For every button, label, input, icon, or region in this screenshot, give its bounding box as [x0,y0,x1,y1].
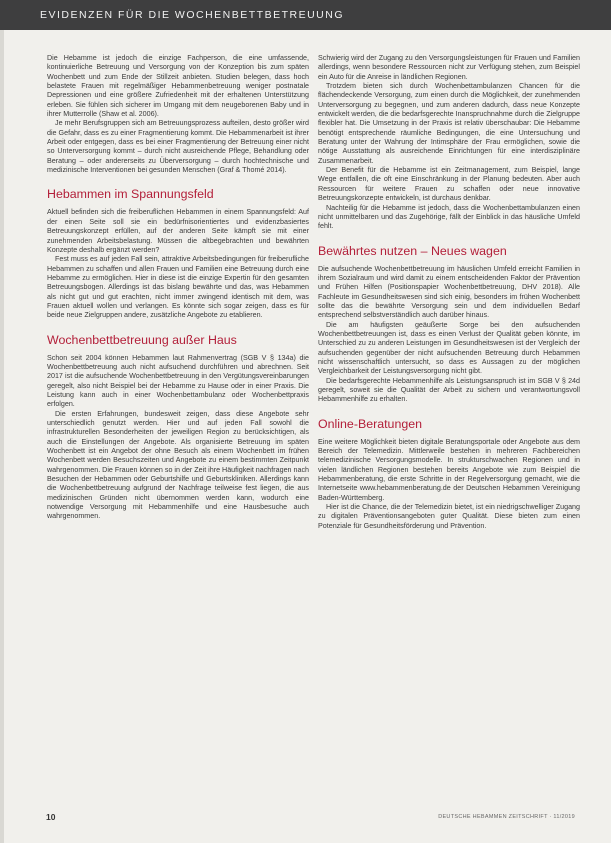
paragraph: Die Hebamme ist jedoch die einzige Fachperson, die eine umfassende, kontinuierliche Betreuung und Versorgung von der Konzeption bis zum späten Wochenbett und zum Ende der Stillzeit anbieten. Studien belegen, dass hoch belastete Frauen mit regelmäßiger Hebammenbetreuung weniger postnatale Depressionen und eine größere Zufriedenheit mit der erhaltenen Unterstützung erleben. Sie fühlen sich sicherer im Umgang mit dem neugeborenen Baby und in ihrer Mutterrolle (Shaw et al. 2006). [47,54,309,119]
left-column [47,54,309,522]
heading-bewaehrtes: Bewährtes nutzen – Neues wagen [318,243,507,258]
paragraph: Die ersten Erfahrungen, bundesweit zeigen, dass diese Angebote sehr unterschiedlich genutzt werden. Hier und auf jeden Fall sowohl die infrastrukturellen Besonderheiten der jeweiligen Region zu berücksichtigen, als auch die Einstellungen der Angebote. Als organisierte Betreuung im späten Wochenbett ist ein Angebot der ohne Besuch als einem Wochenbett im frühen Wochenbett werden Besuchszeiten und Angebote zu einem bestimmten Zeitpunkt wahrgenommen. Die Frauen können so in der Zeit ihre Häufigkeit nachfragen nach Besuchen der Hebammen oder Geburtshilfe und Geburtskliniken. Allerdings kann die Wochenbettbetreuung aufgrund der Nachfrage teilweise fest liegen, die aus medizinischen Gründen nicht übernommen werden kann, wodurch eine notwendige Versorgung mit Hebammenhilfe und eine Hausbesuche auch wahrgenommen. [47,409,309,521]
page-footer [40,812,575,826]
heading-online-beratungen: Online-Beratungen [318,416,423,431]
header-bar [0,0,611,30]
paragraph: Die am häufigsten geäußerte Sorge bei den aufsuchenden Wochenbettbetreuungen ist, dass es einen Verlust der Qualität geben könnte, im Unterschied zu zu anderen Leistungen im Gesundheitswesen ist der Vergleich der aufsuchenden gegenüber der nicht aufsuchenden Betreuung durch Hebammen nicht wissenschaftlich untersucht, so dass es Aussagen zu der möglichen Vergleichbarkeit der Leistungsversorgung nicht gibt. [318,320,580,376]
paragraph: Die aufsuchende Wochenbettbetreuung im häuslichen Umfeld erreicht Familien in ihrem Sozialraum und wird damit zu einem entscheidenden Faktor der Prävention und Frühen Hilfen (Positionspapier Wochenbettbetreuung, DHV 2018). Alle Fachleute im Gesundheitswesen sind sich einig, besonders im frühen Wochenbett sollte das die bewährte Versorgung sein und dem individuellen Bedarf entsprechend selbstverständlich auch darüber hinaus. [318,264,580,320]
heading-wochenbettbetreuung: Wochenbettbetreuung außer Haus [47,332,237,347]
paragraph: Schon seit 2004 können Hebammen laut Rahmenvertrag (SGB V § 134a) die Wochenbettbetreuung auch nicht aufsuchend durchführen und abrechnen. Seit 2017 ist die aufsuchende Wochenbettbetreuung in den Vergütungsvereinbarungen geregelt, also nicht Beispiel bei der Hebamme zu Hause oder in einer Praxis. Die Leistung kann auch in einer Wochenbettambulanz oder Wochenbettpraxis erfolgen. [47,353,309,409]
page-gutter [0,30,4,843]
paragraph: Der Benefit für die Hebamme ist ein Zeitmanagement, zum Beispiel, lange Wege entfallen, die oft eine Einschränkung in der Planung bedeuten. Aber auch Ressourcen für weitere Frauen zu schaffen oder neue innovative Betreuungskonzepte entwickeln, ist durchaus denkbar. [318,166,580,203]
paragraph: Trotzdem bieten sich durch Wochenbettambulanzen Chancen für die flächendeckende Versorgung, zum einen durch die Möglichkeit, der zunehmenden Unterversorgung zu begegnen, und zum anderen dadurch, dass neue Konzepte entwickelt werden, die die bedarfsgerechte Inanspruchnahme durch die Zielgruppe flexibler hat. Die Umsetzung in der Praxis ist relativ überschaubar: Die Hebamme benötigt entsprechende räumliche Bedingungen, die eine Untersuchung und Beratung unter der Wahrung der Intimsphäre der Frau ermöglichen, sowie die nötige Ausstattung als ausreichende Einrichtungen für eine interdisziplinäre Zusammenarbeit. [318,82,580,165]
page-number: 10 [46,812,56,822]
paragraph: Fest muss es auf jeden Fall sein, attraktive Arbeitsbedingungen für freiberufliche Hebammen zu schaffen und allen Frauen und Familien eine Betreuung durch eine Hebamme zu ermöglichen. Hier in diese ist die einzige Expertin für den gesamten Betreuungsbogen. Allerdings ist das bislang bewährte und das, was Hebammen als nicht gut und gut erachten, nicht immer zwingend identisch mit dem, was Frauen aktuell wollen und verlangen. Es könnte sich sogar zeigen, dass es für beide neue Zielgruppen andere, zusätzliche Angebote zu etablieren. [47,255,309,320]
paragraph: Schwierig wird der Zugang zu den Versorgungsleistungen für Frauen und Familien allerdings, wenn besondere Ressourcen nicht zur Verfügung stehen, zum Beispiel ein Auto für die Anreise in ländlichen Regionen. [318,54,580,81]
section-title: EVIDENZEN FÜR DIE WOCHENBETTBETREUUNG [40,9,345,21]
paragraph: Hier ist die Chance, die der Telemedizin bietet, ist ein niedrigschwelliger Zugang zu digitalen Präventionsangeboten guter Qualität. Diese bieten zum einen Potenziale für Gesundheitsförderung und Prävention. [318,503,580,530]
paragraph: Nachteilig für die Hebamme ist jedoch, dass die Wochenbettambulanzen einen nicht unmittelbaren und das Zugehörige, fällt der Einblick in das häusliche Umfeld fehlt. [318,203,580,231]
heading-spannungsfeld: Hebammen im Spannungsfeld [47,187,214,202]
footer-publication: DEUTSCHE HEBAMMEN ZEITSCHRIFT · 11/2019 [438,814,575,820]
right-column [318,54,580,531]
paragraph: Eine weitere Möglichkeit bieten digitale Beratungsportale oder Angebote aus dem Bereich der Telemedizin. Mittlerweile bestehen in mehreren Fachbereichen telemedizinische Versorgungsmodelle. In strukturschwachen Regionen und in vielen ländlichen Regionen bestehen bereits Angebote wie zum Beispiel die Hebammenberatung, die erste Schritte in der Regelversorgung gemacht, wie die Internetseite www.hebammenberatung.de der Deutschen Hebammen Vereinigung Baden-Württemberg. [318,437,580,502]
paragraph: Aktuell befinden sich die freiberuflichen Hebammen in einem Spannungsfeld: Auf der einen Seite soll sie ein bedürfnisorientiertes und evidenzbasiertes Betreuungskonzept erfüllen, auf der anderen Seite kämpft sie mit einer zunehmenden Arbeitsbelastung. Müssen die altbegebrachten und bewährten Konzepte deshalb ergänzt werden? [47,208,309,254]
paragraph: Je mehr Berufsgruppen sich am Betreuungsprozess aufteilen, desto größer wird die Gefahr, dass es zu einer Fragmentierung kommt. Die Hebammenarbeit ist ihrer Arbeit oder entgegen, dass es bei einer Fragmentierung der Betreuung einer nicht so Unterversorgung kommt – durch nicht ausreichende Pflege, Behandlung oder Beratung – oder andererseits zu Überversorgung – durch hochtechnische und medizinische Interventionen bei gesunden Menschen (Graf & Thomé 2014). [47,119,309,175]
paragraph: Die bedarfsgerechte Hebammenhilfe als Leistungsanspruch ist im SGB V § 24d geregelt, soweit sie die Qualität der Arbeit zu sichern und verantwortungsvoll Hebammenhilfe zu erhalten. [318,376,580,404]
